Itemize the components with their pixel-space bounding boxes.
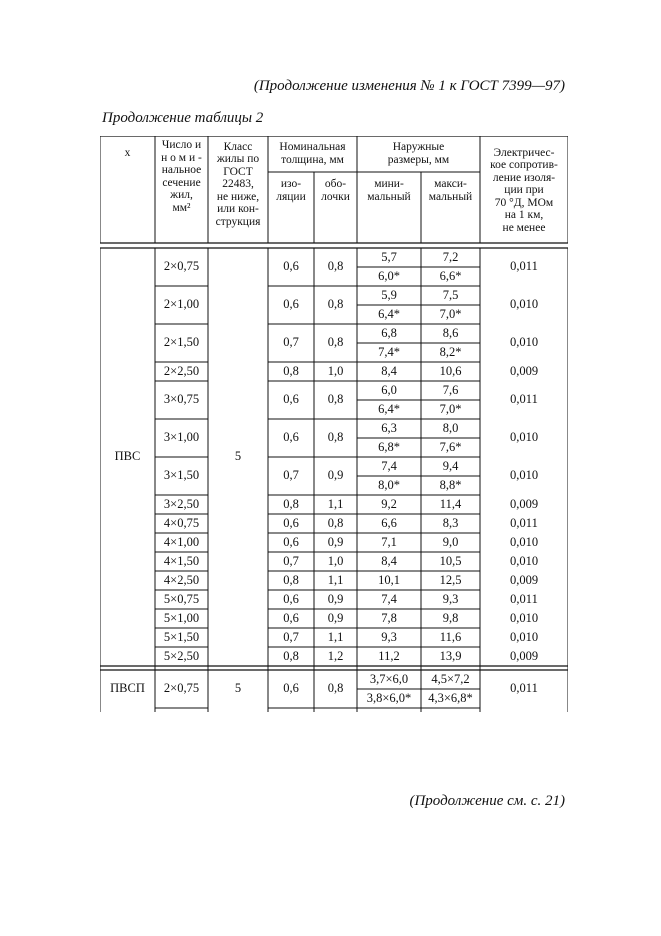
cell-section: 4×2,50 (163, 572, 200, 587)
cell-obol: 1,1 (327, 496, 344, 511)
cell-max: 7,6 (442, 382, 459, 397)
cell-section: 3×0,75 (163, 392, 200, 406)
cell-obol: 1,0 (327, 553, 344, 568)
header-elec-line: ции при (504, 184, 544, 196)
cell-min: 10,1 (378, 572, 400, 587)
header-nominal (268, 141, 357, 166)
cell-min: 6,3 (381, 420, 397, 435)
cell-izol: 0,6 (283, 515, 299, 530)
cell-min: 7,1 (381, 534, 397, 549)
cell-section: 2×2,50 (163, 363, 200, 378)
cell-resistance: 0,009 (509, 648, 539, 663)
continuation-header: (Продолжение изменения № 1 к ГОСТ 7399—97) (253, 78, 565, 94)
cell-izol: 0,6 (283, 297, 299, 311)
cell-obol: 0,8 (327, 297, 344, 311)
cell-max-star: 6,6* (439, 268, 462, 283)
header-elec-line: ление изоля- (492, 171, 556, 184)
header-klass (208, 141, 268, 229)
cell-resistance: 0,011 (510, 392, 538, 406)
cell-min: 3,7×6,0 (369, 671, 409, 686)
header-chislo-line: нальное (161, 164, 202, 176)
cell-min-star: 8,0* (378, 477, 400, 492)
header-nominal-line: Номинальная (279, 141, 346, 153)
cell-resistance: 0,011 (510, 515, 538, 530)
cell-section: 3×1,50 (163, 468, 200, 482)
cell-obol: 0,8 (327, 335, 344, 349)
header-klass-line: Класс (223, 140, 253, 153)
header-elec (480, 147, 568, 235)
header-izol-line: ляции (276, 190, 306, 203)
cell-max: 8,6 (442, 325, 459, 340)
cell-izol: 0,6 (283, 259, 299, 273)
header-klass-line: не ниже, (216, 190, 260, 203)
cell-resistance: 0,009 (509, 363, 539, 378)
cell-max: 7,2 (442, 249, 459, 264)
cell-resistance: 0,010 (509, 629, 539, 644)
header-elec-line: 70 °Д, МОм (494, 196, 554, 209)
cell-section: 2×0,75 (163, 259, 200, 273)
cell-min: 7,4 (381, 591, 397, 606)
cell-izol: 0,6 (283, 430, 299, 444)
cell-izol: 0,6 (283, 392, 299, 406)
cell-resistance: 0,011 (510, 591, 538, 606)
cell-max: 13,9 (439, 648, 462, 663)
header-klass-line: ГОСТ (223, 165, 253, 178)
header-naruzh-line: Наружные (392, 141, 445, 153)
cell-section: 2×1,50 (163, 335, 200, 349)
cell-izol: 0,7 (283, 629, 299, 644)
cell-izol: 0,7 (283, 335, 299, 349)
cell-section: 3×2,50 (163, 496, 200, 511)
cell-section: 5×1,00 (163, 610, 200, 625)
cell-max: 10,6 (439, 363, 462, 378)
cell-section: 3×1,00 (163, 430, 200, 444)
cell-min-star: 7,4* (378, 344, 400, 359)
cell-resistance: 0,010 (509, 553, 539, 568)
cell-min: 6,8 (381, 325, 397, 340)
header-naruzh (357, 141, 480, 166)
cell-min-star: 6,8* (378, 439, 400, 454)
cell-obol: 1,2 (327, 648, 344, 663)
cell-resistance: 0,009 (509, 496, 539, 511)
cell-obol: 0,8 (327, 681, 344, 695)
cell-obol: 1,1 (327, 572, 344, 587)
cell-izol: 0,7 (283, 468, 299, 482)
cell-min-star: 3,8×6,0* (366, 690, 412, 705)
cell-marka: ПВСП (110, 681, 145, 695)
cell-klass: 5 (234, 449, 242, 463)
header-chislo-line: жил, (170, 189, 193, 201)
cell-min: 9,2 (381, 496, 397, 511)
cell-obol: 0,9 (327, 468, 344, 482)
cell-izol: 0,8 (283, 648, 299, 663)
header-nominal-line: толщина, мм (281, 153, 344, 166)
cell-resistance: 0,010 (509, 297, 539, 311)
cell-izol: 0,6 (283, 591, 299, 606)
header-klass-line: 22483, (222, 178, 254, 190)
header-izol-line: изо- (280, 178, 302, 190)
cell-resistance: 0,010 (509, 430, 539, 444)
cell-min: 5,9 (381, 287, 397, 302)
header-max-line: макси- (434, 178, 467, 190)
cell-resistance: 0,010 (509, 610, 539, 625)
cell-obol: 0,9 (327, 591, 344, 606)
cell-section: 4×0,75 (163, 515, 200, 530)
header-obol-line: лочки (321, 190, 350, 203)
cell-izol: 0,8 (283, 572, 299, 587)
cell-obol: 0,9 (327, 610, 344, 625)
cell-max: 9,3 (442, 591, 459, 606)
cell-max: 8,3 (442, 515, 459, 530)
cell-min: 11,2 (378, 648, 400, 663)
cell-min: 6,6 (381, 515, 397, 530)
header-marka (100, 147, 155, 160)
continuation-footer: (Продолжение см. с. 21) (409, 793, 565, 809)
cell-max-star: 7,6* (439, 439, 462, 454)
data-table (100, 136, 568, 712)
cell-obol: 0,8 (327, 430, 344, 444)
header-chislo-line: Число и (161, 139, 202, 151)
header-elec-line: не менее (502, 221, 546, 234)
cell-min-star: 6,0* (378, 268, 400, 283)
header-max (421, 178, 480, 203)
cell-klass: 5 (234, 681, 242, 695)
header-marka-line: x (124, 146, 131, 159)
cell-min: 7,4 (381, 458, 397, 473)
cell-max: 9,8 (442, 610, 459, 625)
header-chislo-line: н о м и - (161, 151, 202, 164)
cell-max: 9,0 (442, 534, 459, 549)
header-obol (314, 178, 357, 203)
cell-izol: 0,8 (283, 363, 299, 378)
cell-resistance: 0,011 (510, 259, 538, 273)
header-elec-line: кое сопротив- (490, 159, 558, 171)
cell-obol: 0,8 (327, 392, 344, 406)
cell-min: 9,3 (381, 629, 397, 644)
cell-resistance: 0,011 (510, 681, 538, 695)
cell-max-star: 7,0* (439, 306, 462, 321)
cell-min: 8,4 (381, 553, 397, 568)
cell-max: 11,6 (439, 629, 462, 644)
cell-min: 8,4 (381, 363, 397, 378)
cell-max: 4,5×7,2 (431, 671, 470, 686)
cell-max-star: 4,3×6,8* (428, 690, 473, 705)
cell-obol: 1,0 (327, 363, 344, 378)
cell-max-star: 8,2* (439, 344, 462, 359)
cell-section: 5×2,50 (163, 648, 200, 663)
cell-obol: 0,9 (327, 534, 344, 549)
header-klass-line: жилы по (216, 153, 260, 165)
cell-obol: 0,8 (327, 259, 344, 273)
cell-izol: 0,7 (283, 553, 299, 568)
cell-max: 10,5 (439, 553, 462, 568)
cell-min-star: 6,4* (378, 401, 400, 416)
header-chislo (155, 139, 208, 214)
cell-section: 2×0,75 (163, 681, 200, 695)
cell-max-star: 7,0* (439, 401, 462, 416)
header-min-line: мальный (367, 190, 411, 203)
header-klass-line: струкция (215, 215, 261, 228)
header-elec-line: Электричес- (493, 146, 555, 159)
cell-max-star: 8,8* (439, 477, 462, 492)
cell-section: 5×0,75 (163, 591, 200, 606)
cell-min-star: 6,4* (378, 306, 400, 321)
header-obol-line: обо- (324, 178, 347, 190)
cell-max: 9,4 (442, 458, 459, 473)
cell-izol: 0,6 (283, 681, 299, 695)
header-chislo-line: мм² (172, 201, 191, 214)
cell-max: 12,5 (439, 572, 462, 587)
cell-min: 6,0 (381, 382, 397, 397)
cell-max: 7,5 (442, 287, 459, 302)
cell-section: 5×1,50 (163, 629, 200, 644)
cell-marka: ПВС (114, 449, 141, 463)
header-min-line: мини- (374, 178, 404, 190)
header-naruzh-line: размеры, мм (387, 153, 450, 166)
cell-resistance: 0,010 (509, 335, 539, 349)
cell-resistance: 0,010 (509, 534, 539, 549)
header-chislo-line: сечение (162, 176, 201, 189)
cell-section: 4×1,00 (163, 534, 200, 549)
cell-max: 8,0 (442, 420, 459, 435)
cell-izol: 0,8 (283, 496, 299, 511)
header-izol (268, 178, 314, 203)
cell-resistance: 0,010 (509, 468, 539, 482)
cell-section: 4×1,50 (163, 553, 200, 568)
cell-min: 5,7 (381, 249, 397, 264)
cell-resistance: 0,009 (509, 572, 539, 587)
cell-obol: 0,8 (327, 515, 344, 530)
cell-min: 7,8 (381, 610, 397, 625)
header-elec-line: на 1 км, (504, 209, 544, 221)
cell-izol: 0,6 (283, 610, 299, 625)
cell-izol: 0,6 (283, 534, 299, 549)
cell-max: 11,4 (439, 496, 462, 511)
cell-section: 2×1,00 (163, 297, 200, 311)
cell-obol: 1,1 (327, 629, 344, 644)
table-subtitle: Продолжение таблицы 2 (102, 110, 264, 126)
header-klass-line: или кон- (217, 203, 259, 215)
header-max-line: мальный (428, 190, 473, 203)
header-min (357, 178, 421, 203)
